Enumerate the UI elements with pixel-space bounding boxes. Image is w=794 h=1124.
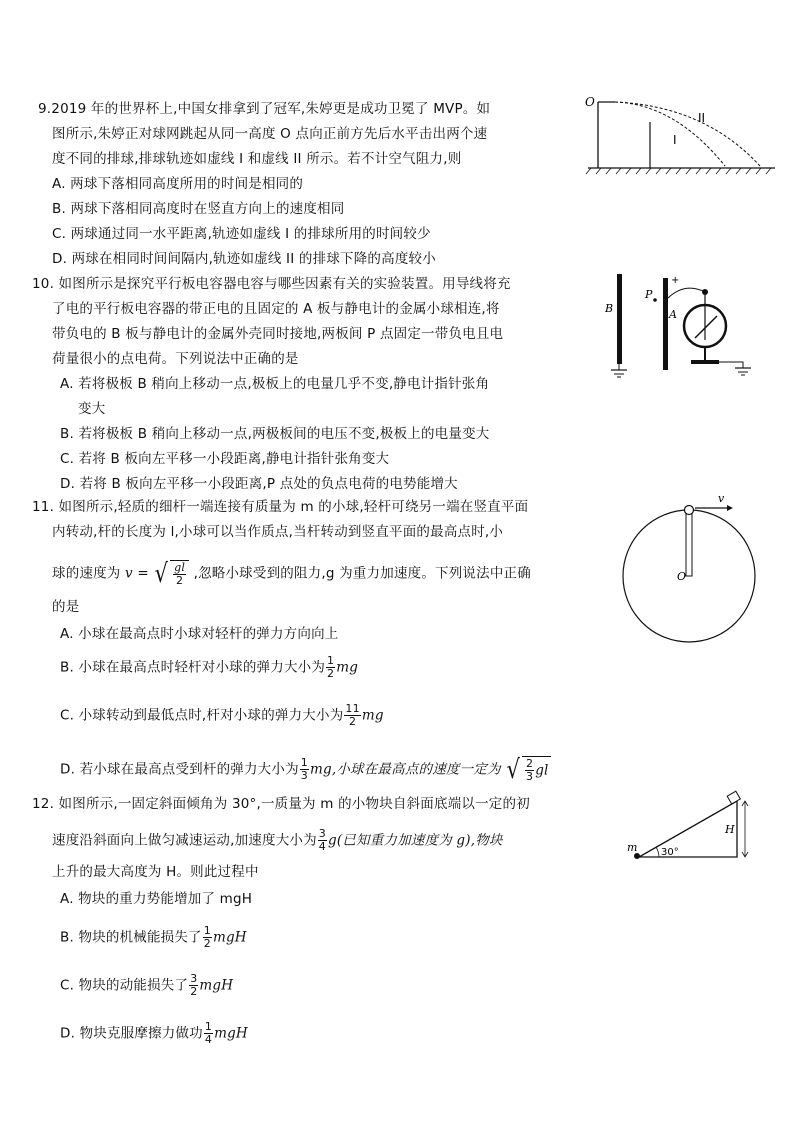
q11-option-b: B. 小球在最高点时轻杆对小球的弹力大小为 $\frac{1}{2}$ mg	[60, 654, 359, 680]
q10-stem-line3: 带负电的 B 板与静电计的金属外壳同时接地,两板间 P 点固定一带负电且电	[52, 326, 504, 342]
q12-option-c: C. 物块的动能损失了 $\frac{3}{2}$ mgH	[60, 972, 234, 998]
q11-stem-line4: 的是	[52, 599, 80, 615]
q9-option-d: D. 两球在相同时间间隔内,轨迹如虚线 II 的排球下降的高度较小	[52, 251, 436, 267]
q11-option-c: C. 小球转动到最低点时,杆对小球的弹力大小为 $\frac{11}{2}$ mg	[60, 702, 384, 728]
q10-fig-label-plus: +	[671, 275, 680, 286]
q11-option-a: A. 小球在最高点时小球对轻杆的弹力方向向上	[60, 626, 339, 642]
q10-fig-plate-b	[617, 274, 622, 364]
q9-fig-trajectory-2	[615, 102, 760, 166]
q12-option-a: A. 物块的重力势能增加了 mgH	[60, 891, 253, 907]
q11-fig-rod	[686, 512, 692, 576]
q9-volleyball-trajectory-figure	[585, 92, 785, 182]
q12-fig-label-m: m	[627, 841, 638, 854]
q9-stem-line2: 图所示,朱婷正对球网跳起从同一高度 O 点向正前方先后水平击出两个速	[52, 126, 488, 142]
q10-fig-plate-a	[663, 278, 668, 370]
q10-option-c: C. 若将 B 板向左平移一小段距离,静电计指针张角变大	[60, 451, 390, 467]
q10-fig-electrometer-ball	[702, 289, 708, 295]
q9-fig-label-1: I	[673, 133, 677, 147]
q11-stem-line2: 内转动,杆的长度为 l,小球可以当作质点,当杆转动到竖直平面的最高点时,小	[52, 524, 504, 540]
q11-fig-label-o: O	[677, 570, 687, 583]
q10-stem-line4: 荷量很小的点电荷。下列说法中正确的是	[52, 351, 299, 367]
q9-option-a: A. 两球下落相同高度所用的时间是相同的	[52, 176, 304, 192]
q11-fig-ball	[685, 506, 694, 515]
q11-option-d: D. 若小球在最高点受到杆的弹力大小为 $\frac{1}{3}$ mg,小球在最高点的速度一定为 √ $\frac{2}{3}$ gl	[60, 754, 549, 785]
q12-stem-line3: 上升的最大高度为 H。则此过程中	[52, 864, 259, 880]
q10-fig-wire	[668, 288, 705, 298]
q12-incline-figure	[625, 785, 760, 865]
q9-option-b: B. 两球下落相同高度时在竖直方向上的速度相同	[52, 201, 345, 217]
q10-fig-electrometer-base	[691, 360, 719, 364]
q12-fig-label-angle: 30°	[661, 847, 679, 858]
q11-stem-line1: 11. 如图所示,轻质的细杆一端连接有质量为 m 的小球,轻杆可绕另一端在竖直平面	[32, 499, 529, 515]
q10-stem-line2: 了电的平行板电容器的带正电的且固定的 A 板与静电计的金属小球相连,将	[52, 301, 500, 317]
q10-stem-line1: 10. 如图所示是探究平行板电容器电容与哪些因素有关的实验装置。用导线将充	[32, 276, 511, 292]
q10-fig-label-p: P	[645, 288, 653, 301]
q10-option-b: B. 若将极板 B 稍向上移动一点,两极板间的电压不变,极板上的电量变大	[60, 426, 490, 442]
q10-fig-label-a: A	[669, 308, 677, 321]
q12-fig-angle-arc	[656, 847, 659, 857]
q11-rotating-rod-figure	[615, 488, 785, 653]
q11-velocity-sqrt: √ $\frac{gl}{2}$	[153, 560, 189, 587]
q11-fig-label-v: v	[718, 492, 725, 505]
q9-fig-trajectory-1	[615, 102, 725, 166]
q10-option-d: D. 若将 B 板向左平移一小段距离,P 点处的负点电荷的电势能增大	[60, 476, 458, 492]
q10-option-a-line2: 变大	[78, 401, 106, 417]
q10-fig-needle	[695, 316, 717, 338]
q12-stem-line1: 12. 如图所示,一固定斜面倾角为 30°,一质量为 m 的小物块自斜面底端以一定的初	[32, 796, 530, 812]
q12-option-b: B. 物块的机械能损失了 $\frac{1}{2}$ mgH	[60, 924, 247, 950]
q12-fig-incline	[639, 801, 737, 857]
q10-option-a-line1: A. 若将极板 B 稍向上移动一点,极板上的电量几乎不变,静电计指针张角	[60, 376, 490, 392]
q10-fig-point-p	[653, 298, 657, 302]
q9-stem-line3: 度不同的排球,排球轨迹如虚线 I 和虚线 II 所示。若不计空气阻力,则	[52, 151, 462, 167]
q9-stem-line1: 9.2019 年的世界杯上,中国女排拿到了冠军,朱婷更是成功卫冕了 MVP。如	[38, 101, 491, 117]
q10-fig-label-b: B	[605, 302, 614, 315]
q12-stem-line2: 速度沿斜面向上做匀减速运动,加速度大小为 $\frac{3}{4}$ g(已知重力加速度为 g),物块	[52, 827, 503, 853]
q9-fig-label-o: O	[585, 95, 595, 109]
q12-option-d: D. 物块克服摩擦力做功 $\frac{1}{4}$ mgH	[60, 1020, 248, 1046]
q12-fig-block	[727, 791, 740, 804]
q9-fig-ground-hatch	[586, 168, 771, 174]
q9-option-c: C. 两球通过同一水平距离,轨迹如虚线 I 的排球所用的时间较少	[52, 226, 431, 242]
q10-capacitor-electrometer-figure	[605, 270, 765, 385]
q12-fig-label-h: H	[725, 823, 735, 836]
q9-fig-label-2: II	[698, 111, 706, 125]
q11-stem-line3: 球的速度为 v = √ $\frac{gl}{2}$ ,忽略小球受到的阻力,g 为重力加速度。下列说法中正确	[52, 558, 531, 589]
q11-option-d-sqrt: √ $\frac{2}{3}$ gl	[506, 754, 549, 785]
